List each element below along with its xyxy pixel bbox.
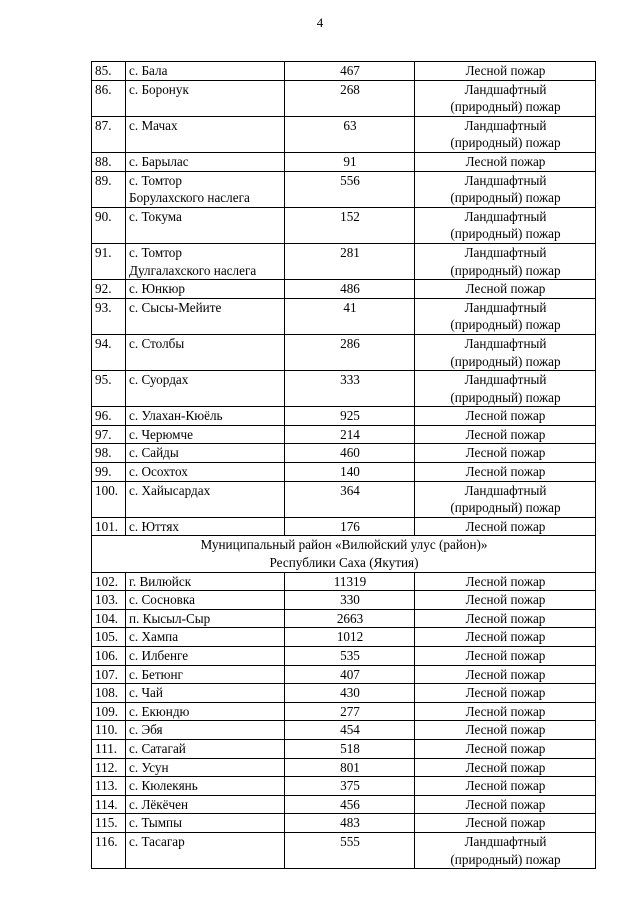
settlement-name-cell: с. Барылас	[126, 152, 285, 171]
table-row	[92, 371, 596, 407]
fire-type-cell: Ландшафтный (природный) пожар	[415, 207, 596, 243]
table-row	[92, 665, 596, 684]
row-number-cell: 88.	[92, 152, 126, 171]
fire-type-cell: Лесной пожар	[415, 684, 596, 703]
settlement-name-cell: с. Эбя	[126, 721, 285, 740]
row-number-cell: 113.	[92, 777, 126, 796]
population-cell: 454	[285, 721, 415, 740]
table-row	[92, 116, 596, 152]
fire-type-cell: Лесной пожар	[415, 444, 596, 463]
table-row	[92, 463, 596, 482]
population-cell: 330	[285, 591, 415, 610]
row-number-cell: 101.	[92, 517, 126, 536]
table-row	[92, 832, 596, 868]
fire-type-cell: Лесной пожар	[415, 280, 596, 299]
table-row	[92, 591, 596, 610]
row-number-cell: 97.	[92, 425, 126, 444]
section-header-line-2: Республики Саха (Якутия)	[269, 555, 419, 571]
population-cell: 460	[285, 444, 415, 463]
row-number-cell: 102.	[92, 572, 126, 591]
settlement-name-cell: с. Юнкюр	[126, 280, 285, 299]
fire-type-cell: Ландшафтный (природный) пожар	[415, 832, 596, 868]
fire-type-cell: Лесной пожар	[415, 572, 596, 591]
settlement-name-cell: с. Бала	[126, 62, 285, 81]
settlement-name-cell: с. Илбенге	[126, 647, 285, 666]
table-row	[92, 444, 596, 463]
section-header-line-1: Муниципальный район «Вилюйский улус (район)»	[200, 537, 488, 553]
fire-type-cell: Ландшафтный (природный) пожар	[415, 80, 596, 116]
row-number-cell: 90.	[92, 207, 126, 243]
settlement-name-cell: с. Столбы	[126, 334, 285, 370]
row-number-cell: 100.	[92, 481, 126, 517]
population-cell: 556	[285, 171, 415, 207]
settlement-name-cell: с. Бетюнг	[126, 665, 285, 684]
table-row	[92, 407, 596, 426]
population-cell: 518	[285, 739, 415, 758]
table-row	[92, 647, 596, 666]
population-cell: 2663	[285, 609, 415, 628]
population-cell: 63	[285, 116, 415, 152]
row-number-cell: 93.	[92, 298, 126, 334]
table-row	[92, 481, 596, 517]
row-number-cell: 103.	[92, 591, 126, 610]
population-cell: 407	[285, 665, 415, 684]
table-row	[92, 814, 596, 833]
table-row	[92, 334, 596, 370]
fire-type-cell: Лесной пожар	[415, 758, 596, 777]
row-number-cell: 109.	[92, 702, 126, 721]
table-row	[92, 628, 596, 647]
fire-type-cell: Лесной пожар	[415, 647, 596, 666]
settlement-name-cell: с. Чай	[126, 684, 285, 703]
table-row	[92, 62, 596, 81]
row-number-cell: 107.	[92, 665, 126, 684]
fire-type-cell: Лесной пожар	[415, 591, 596, 610]
table-row	[92, 739, 596, 758]
row-number-cell: 85.	[92, 62, 126, 81]
population-cell: 535	[285, 647, 415, 666]
fire-type-cell: Ландшафтный (природный) пожар	[415, 371, 596, 407]
population-cell: 375	[285, 777, 415, 796]
population-cell: 91	[285, 152, 415, 171]
table-row	[92, 795, 596, 814]
population-cell: 268	[285, 80, 415, 116]
settlement-name-cell: с. Сатагай	[126, 739, 285, 758]
fire-type-cell: Ландшафтный (природный) пожар	[415, 171, 596, 207]
row-number-cell: 98.	[92, 444, 126, 463]
settlement-name-cell: с. Тымпы	[126, 814, 285, 833]
fire-type-cell: Лесной пожар	[415, 628, 596, 647]
row-number-cell: 106.	[92, 647, 126, 666]
row-number-cell: 111.	[92, 739, 126, 758]
population-cell: 430	[285, 684, 415, 703]
table-body-part-2	[92, 572, 596, 869]
settlement-name-cell: с. Томтор Борулахского наслега	[126, 171, 285, 207]
table-row	[92, 609, 596, 628]
population-cell: 140	[285, 463, 415, 482]
section-header-cell	[92, 536, 596, 572]
settlement-name-cell: с. Сосновка	[126, 591, 285, 610]
population-cell: 214	[285, 425, 415, 444]
table-row	[92, 702, 596, 721]
table-row	[92, 425, 596, 444]
table-row	[92, 758, 596, 777]
population-cell: 152	[285, 207, 415, 243]
row-number-cell: 104.	[92, 609, 126, 628]
settlement-name-cell: с. Токума	[126, 207, 285, 243]
settlement-name-cell: с. Сысы-Мейите	[126, 298, 285, 334]
population-cell: 176	[285, 517, 415, 536]
table-row	[92, 80, 596, 116]
fire-type-cell: Ландшафтный (природный) пожар	[415, 243, 596, 279]
settlement-name-cell: с. Осохтох	[126, 463, 285, 482]
fire-type-cell: Лесной пожар	[415, 152, 596, 171]
population-cell: 281	[285, 243, 415, 279]
settlement-name-cell: с. Тасагар	[126, 832, 285, 868]
settlement-name-cell: с. Кюлекянь	[126, 777, 285, 796]
row-number-cell: 87.	[92, 116, 126, 152]
settlement-name-cell: с. Черюмче	[126, 425, 285, 444]
row-number-cell: 105.	[92, 628, 126, 647]
population-cell: 467	[285, 62, 415, 81]
row-number-cell: 115.	[92, 814, 126, 833]
fire-type-cell: Ландшафтный (природный) пожар	[415, 298, 596, 334]
settlement-name-cell: с. Юттях	[126, 517, 285, 536]
fire-type-cell: Лесной пожар	[415, 665, 596, 684]
fire-type-cell: Лесной пожар	[415, 777, 596, 796]
population-cell: 364	[285, 481, 415, 517]
table-row	[92, 152, 596, 171]
row-number-cell: 116.	[92, 832, 126, 868]
settlement-name-cell: п. Кысыл-Сыр	[126, 609, 285, 628]
row-number-cell: 112.	[92, 758, 126, 777]
settlement-name-cell: с. Суордах	[126, 371, 285, 407]
fire-type-cell: Лесной пожар	[415, 702, 596, 721]
table-row	[92, 777, 596, 796]
population-cell: 801	[285, 758, 415, 777]
population-cell: 286	[285, 334, 415, 370]
settlement-name-cell: с. Хайысардах	[126, 481, 285, 517]
fire-type-cell: Лесной пожар	[415, 739, 596, 758]
settlement-name-cell: с. Хампа	[126, 628, 285, 647]
population-cell: 483	[285, 814, 415, 833]
table-row	[92, 517, 596, 536]
population-cell: 41	[285, 298, 415, 334]
section-header-row	[92, 536, 596, 572]
section-header-body	[92, 536, 596, 572]
population-cell: 925	[285, 407, 415, 426]
fire-type-cell: Лесной пожар	[415, 814, 596, 833]
settlement-name-cell: с. Мачах	[126, 116, 285, 152]
row-number-cell: 89.	[92, 171, 126, 207]
table-row	[92, 243, 596, 279]
table-row	[92, 298, 596, 334]
population-cell: 11319	[285, 572, 415, 591]
row-number-cell: 86.	[92, 80, 126, 116]
fire-type-cell: Лесной пожар	[415, 609, 596, 628]
row-number-cell: 114.	[92, 795, 126, 814]
fire-type-cell: Лесной пожар	[415, 407, 596, 426]
settlement-name-cell: с. Боронук	[126, 80, 285, 116]
fire-type-cell: Лесной пожар	[415, 721, 596, 740]
fire-type-cell: Лесной пожар	[415, 463, 596, 482]
row-number-cell: 99.	[92, 463, 126, 482]
settlement-name-cell: с. Сайды	[126, 444, 285, 463]
page-number: 4	[316, 15, 324, 30]
row-number-cell: 96.	[92, 407, 126, 426]
settlement-name-cell: с. Улахан-Кюёль	[126, 407, 285, 426]
row-number-cell: 95.	[92, 371, 126, 407]
table-row	[92, 207, 596, 243]
settlement-name-cell: с. Лёкёчен	[126, 795, 285, 814]
row-number-cell: 91.	[92, 243, 126, 279]
population-cell: 1012	[285, 628, 415, 647]
population-cell: 555	[285, 832, 415, 868]
table-row	[92, 280, 596, 299]
population-cell: 277	[285, 702, 415, 721]
fire-type-cell: Лесной пожар	[415, 795, 596, 814]
row-number-cell: 108.	[92, 684, 126, 703]
table-row	[92, 721, 596, 740]
table-row	[92, 171, 596, 207]
settlement-name-cell: с. Усун	[126, 758, 285, 777]
population-cell: 333	[285, 371, 415, 407]
settlements-table	[91, 61, 596, 869]
fire-type-cell: Лесной пожар	[415, 425, 596, 444]
settlement-name-cell: г. Вилюйск	[126, 572, 285, 591]
fire-type-cell: Ландшафтный (природный) пожар	[415, 481, 596, 517]
fire-type-cell: Ландшафтный (природный) пожар	[415, 116, 596, 152]
population-cell: 456	[285, 795, 415, 814]
population-cell: 486	[285, 280, 415, 299]
table-row	[92, 684, 596, 703]
fire-type-cell: Ландшафтный (природный) пожар	[415, 334, 596, 370]
row-number-cell: 110.	[92, 721, 126, 740]
row-number-cell: 94.	[92, 334, 126, 370]
table-row	[92, 572, 596, 591]
fire-type-cell: Лесной пожар	[415, 517, 596, 536]
fire-type-cell: Лесной пожар	[415, 62, 596, 81]
table-body-part-1	[92, 62, 596, 536]
row-number-cell: 92.	[92, 280, 126, 299]
settlement-name-cell: с. Екюндю	[126, 702, 285, 721]
settlement-name-cell: с. Томтор Дулгалахского наслега	[126, 243, 285, 279]
